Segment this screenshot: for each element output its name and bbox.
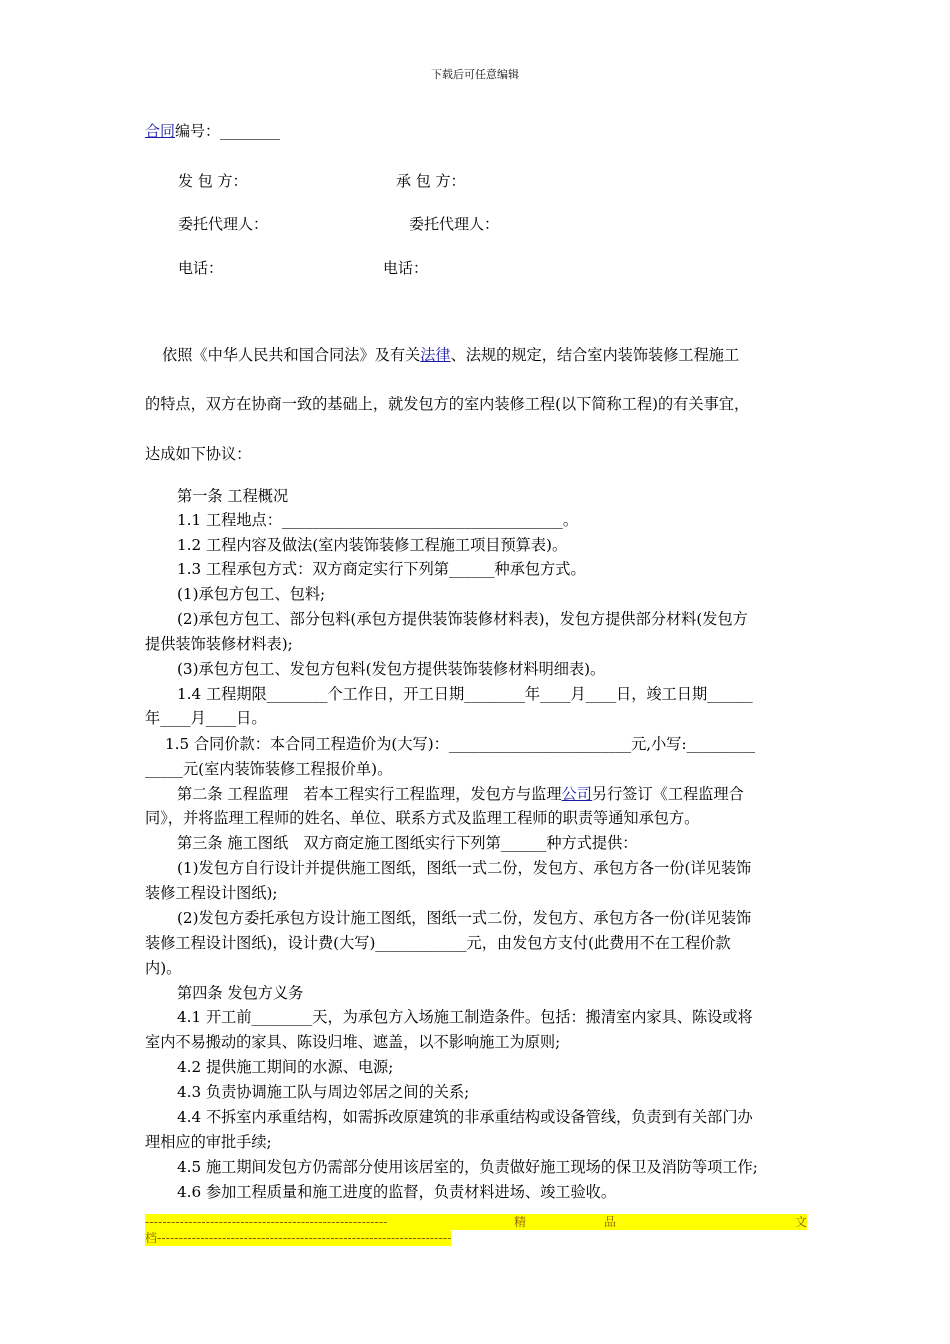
- clause-4-6: 4.6 参加工程质量和施工进度的监督，负责材料进场、竣工验收。: [177, 1183, 617, 1201]
- clause-3-1-line-1: (1)发包方自行设计并提供施工图纸，图纸一式二份，发包方、承包方各一份(详见装饰: [177, 859, 752, 877]
- footer-dashes-1: --------------------------------------------------------: [145, 1215, 388, 1229]
- clause-4-4-line-1: 4.4 不拆室内承重结构，如需拆改原建筑的非承重结构或设备管线，负责到有关部门办: [177, 1108, 753, 1126]
- clause-1-5-line-2: _____元(室内装饰装修工程报价单)。: [145, 760, 393, 778]
- footer-word-dang: 档: [145, 1231, 158, 1245]
- intro-text-a: 依照《中华人民共和国合同法》及有关: [162, 346, 421, 364]
- clause-4-1-line-1: 4.1 开工前________天，为承包方入场施工制造条件。包括：搬清室内家具、陈设或将: [177, 1008, 753, 1026]
- contract-number-label: 编号：________: [175, 122, 281, 140]
- footer-watermark: [145, 1214, 807, 1246]
- clause-3-2-line-3: 内)。: [145, 959, 182, 977]
- footer-word-jing: 精: [513, 1215, 526, 1229]
- contractor-phone-label: 电话：: [383, 259, 429, 277]
- article-4-heading: 第四条 发包方义务: [177, 984, 304, 1002]
- footer-word-pin: 品: [603, 1215, 616, 1229]
- clause-1-3-option-1: (1)承包方包工、包料;: [177, 585, 326, 603]
- article-2-line-1: [145, 783, 807, 804]
- clause-4-1-line-2: 室内不易搬动的家具、陈设归堆、遮盖，以不影响施工为原则;: [145, 1033, 561, 1051]
- clause-1-4-line-1: 1.4 工程期限________个工作日，开工日期________年____月____日，竣工日期______: [177, 685, 753, 703]
- clause-4-2: 4.2 提供施工期间的水源、电源;: [177, 1058, 394, 1076]
- clause-1-1: 1.1 工程地点：_____________________________________。: [177, 511, 579, 529]
- contract-link[interactable]: 合同: [145, 122, 176, 140]
- article-2-line-2: 同》，并将监理工程师的姓名、单位、联系方式及监理工程师的职责等通知承包方。: [145, 809, 700, 827]
- clause-4-3: 4.3 负责协调施工队与周边邻居之间的关系;: [177, 1083, 470, 1101]
- contractor-label: 承 包 方：: [396, 172, 466, 190]
- contractor-agent-label: 委托代理人：: [409, 215, 500, 233]
- clause-1-3-option-2-line-2: 提供装饰装修材料表);: [145, 635, 293, 653]
- article-2-text-a: 第二条 工程监理 若本工程实行工程监理，发包方与监理: [177, 785, 562, 803]
- clause-1-2: 1.2 工程内容及做法(室内装饰装修工程施工项目预算表)。: [177, 536, 568, 554]
- footer-word-wen: 文: [794, 1215, 807, 1229]
- clause-1-5-line-1: 1.5 合同价款：本合同工程造价为(大写)：________________________元,小写:_________: [165, 735, 755, 753]
- header-note: 下载后可任意编辑: [431, 68, 519, 81]
- clause-1-3: 1.3 工程承包方式：双方商定实行下列第______种承包方式。: [177, 560, 586, 578]
- intro-text-b: 、法规的规定，结合室内装饰装修工程施工: [450, 346, 740, 364]
- clause-3-2-line-1: (2)发包方委托承包方设计施工图纸，图纸一式二份，发包方、承包方各一份(详见装饰: [177, 909, 752, 927]
- article-2-text-b: 另行签订《工程监理合: [591, 785, 744, 803]
- article-3-heading: 第三条 施工图纸 双方商定施工图纸实行下列第______种方式提供：: [177, 834, 638, 852]
- employer-label: 发 包 方：: [178, 172, 248, 190]
- employer-agent-label: 委托代理人：: [178, 215, 269, 233]
- article-1-heading: 第一条 工程概况: [177, 487, 289, 505]
- clause-4-5: 4.5 施工期间发包方仍需部分使用该居室的，负责做好施工现场的保卫及消防等项工作;: [177, 1158, 758, 1176]
- footer-line-1: [145, 1214, 807, 1230]
- law-link[interactable]: 法律: [420, 346, 451, 364]
- company-link[interactable]: 公司: [561, 785, 592, 803]
- intro-line-2: 的特点，双方在协商一致的基础上，就发包方的室内装修工程(以下简称工程)的有关事宜，: [145, 395, 750, 413]
- intro-line-1: [145, 344, 807, 365]
- clause-1-3-option-2-line-1: (2)承包方包工、部分包料(承包方提供装饰装修材料表)，发包方提供部分材料(发包方: [177, 610, 748, 628]
- clause-3-2-line-2: 装修工程设计图纸)，设计费(大写)____________元，由发包方支付(此费用不在工程价款: [145, 934, 731, 952]
- footer-line-2: [145, 1230, 451, 1246]
- clause-3-1-line-2: 装修工程设计图纸);: [145, 884, 278, 902]
- clause-4-4-line-2: 理相应的审批手续;: [145, 1133, 272, 1151]
- clause-1-3-option-3: (3)承包方包工、发包方包料(发包方提供装饰装修材料明细表)。: [177, 660, 606, 678]
- footer-dashes-2: --------------------------------------------------------------------: [157, 1231, 452, 1245]
- employer-phone-label: 电话：: [178, 259, 224, 277]
- intro-line-3: 达成如下协议：: [145, 445, 252, 463]
- clause-1-4-line-2: 年____月____日。: [145, 709, 267, 727]
- contract-number-line: [145, 120, 280, 141]
